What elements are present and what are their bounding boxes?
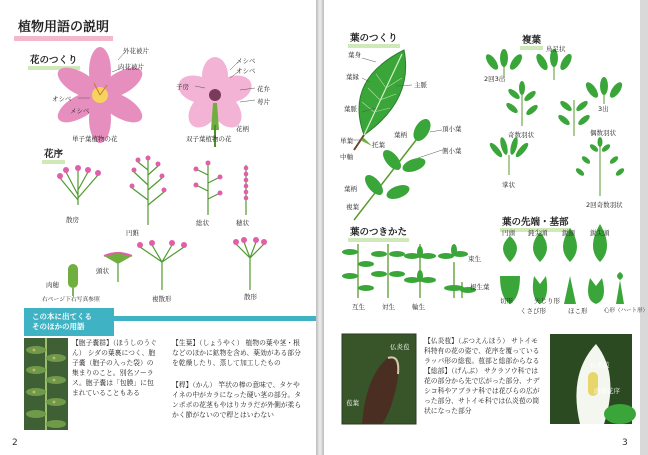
label-obtuse-tip: 円頭 <box>502 229 515 237</box>
skunk-cabbage-photo <box>550 334 632 424</box>
leaf-tip-base-diagram <box>324 0 640 320</box>
label-raceme: 総状 <box>196 219 209 227</box>
label-truncate-base: 切形 <box>500 297 513 305</box>
label-acute-tip: 鋭頭 <box>562 229 575 237</box>
label-corymb: 散房 <box>66 216 79 224</box>
label-opposite: 対生 <box>382 303 395 311</box>
label-capitulum: 頭状 <box>96 267 109 275</box>
photo-label-spadix: 肉穂花序 <box>594 387 620 395</box>
inflorescence-heading: 花序 <box>42 146 65 164</box>
label-panicle: 円錐 <box>126 229 139 237</box>
inflorescence-diagrams <box>0 0 316 300</box>
label-stamen: オシベ <box>236 67 256 75</box>
fern-sori-photo <box>24 338 68 430</box>
leaf-tip-base-heading: 葉の先端・基部 <box>500 214 571 232</box>
label-whorled: 輪生 <box>412 303 425 311</box>
label-blade: 葉身 <box>348 51 361 59</box>
label-sagittate-base: 矢じり形 <box>534 297 560 305</box>
label-terminal-leaflet: 頂小葉 <box>442 125 462 133</box>
label-obtuse-acuminate-tip: 鈍尖頭 <box>528 229 548 237</box>
label-petal: 花弁 <box>257 85 270 93</box>
right-page <box>324 0 648 455</box>
term-crude-drug: 【生葉】（しょうやく） 植物の葉や茎・根などのほかに鉱物を含め、薬効がある部分を乾燥したり、蒸して加工したもの <box>172 339 301 367</box>
label-bipinnate: 2回奇数羽状 <box>586 201 623 209</box>
info-box-bar <box>98 316 316 321</box>
label-umbel: 散形 <box>244 293 257 301</box>
label-even-pinnate: 偶数羽状 <box>590 129 616 137</box>
label-rosette: 根生葉 <box>470 283 490 291</box>
photo-label-spathe-right: 仏炎苞 <box>590 361 610 369</box>
label-cuneate-base: くさび形 <box>520 307 546 315</box>
label-spadix: 肉穂 <box>46 281 59 289</box>
monocot-caption: 単子葉植物の花 <box>72 135 118 143</box>
info-box-line2: そのほかの用語 <box>32 322 85 331</box>
label-outer-tepal: 外花被片 <box>123 47 149 55</box>
label-fascicled: 束生 <box>468 255 481 263</box>
label-sepal: 萼片 <box>257 98 270 106</box>
flower-section-heading: 花のつくり <box>28 52 80 70</box>
label-acuminate-tip: 鋭尖頭 <box>590 229 610 237</box>
label-stamen-left: オシベ <box>52 95 72 103</box>
term-spathe: 【仏炎苞】（ぶつえんほう） サトイモ科特有の花の姿で、花序を覆っているラッパ形の総苞。苞部と総部からなる 【総部】（げんぶ） サクラソウ科では花の部分から先で広がった部分、ナデシコ科やアブラナ科では花びらの広がった部分、サトイモ科では仏炎苞の筒状になった部分 <box>424 337 540 415</box>
label-stipule: 托葉 <box>372 141 385 149</box>
page-number-right: 3 <box>622 438 628 448</box>
label-compound-umbel: 複散形 <box>152 295 172 303</box>
label-pistil-left: メシベ <box>70 107 90 115</box>
label-cordate-base: 心形（ハート形） <box>604 308 648 314</box>
label-ovary: 子房 <box>176 83 189 91</box>
label-biternate: 2回3出 <box>484 75 506 83</box>
label-spike: 穂状 <box>236 219 249 227</box>
left-page <box>0 0 316 455</box>
label-odd-pinnate: 奇数羽状 <box>508 131 534 139</box>
label-palmate: 掌状 <box>502 181 515 189</box>
term-culm: 【稈】（かん） 竿状の棒の意味で、タケやイネの中がカラになった硬い茎の部分。タンポポの花茎もやはりカラだが外側が柔らかく節がないので稈とはいわない <box>172 381 302 419</box>
term-sori: 【胞子嚢群】（ほうしのうぐん） シダの葉裏につく、胞子嚢（胞子の入った袋）の集まりのこと。別名ソーラス。胞子嚢は「包膜」に包まれていることもある <box>72 339 157 397</box>
label-pedicel: 花柄 <box>236 125 249 133</box>
label-pedate: 鳥足状 <box>546 45 566 53</box>
book-gutter <box>316 0 324 455</box>
photo-label-bract: 苞葉 <box>346 399 359 407</box>
compound-leaf-heading: 複葉 <box>520 32 543 50</box>
label-compound-leaf: 複葉 <box>346 203 359 211</box>
photo-reference-note: 右ページ下右写真参照 <box>42 297 100 303</box>
label-pistil: メシベ <box>236 57 256 65</box>
info-box <box>24 308 114 336</box>
label-vein: 葉脈 <box>344 105 357 113</box>
label-inner-tepal: 内花被片 <box>118 63 144 71</box>
photo-label-spathe-left: 仏炎苞 <box>390 343 410 351</box>
label-lateral-leaflet: 側小葉 <box>442 147 462 155</box>
label-petiole: 葉柄 <box>394 131 407 139</box>
dicot-caption: 双子葉植物の花 <box>186 135 232 143</box>
page-title: 植物用語の説明 <box>14 16 113 41</box>
label-simple-leaf: 単葉 <box>340 137 353 145</box>
label-rachis: 中軸 <box>340 153 353 161</box>
info-box-line1: この本に出てくる <box>32 312 92 321</box>
label-hastate-base: ほこ形 <box>568 307 588 315</box>
leaf-arrangement-heading: 葉のつきかた <box>348 224 409 242</box>
label-ternate: 3出 <box>598 105 609 113</box>
label-petiole-compound: 葉柄 <box>344 185 357 193</box>
label-midrib: 主脈 <box>414 81 427 89</box>
page-number-left: 2 <box>12 438 18 448</box>
label-margin: 葉縁 <box>346 73 359 81</box>
leaf-structure-heading: 葉のつくり <box>348 30 400 48</box>
label-alternate: 互生 <box>352 303 365 311</box>
